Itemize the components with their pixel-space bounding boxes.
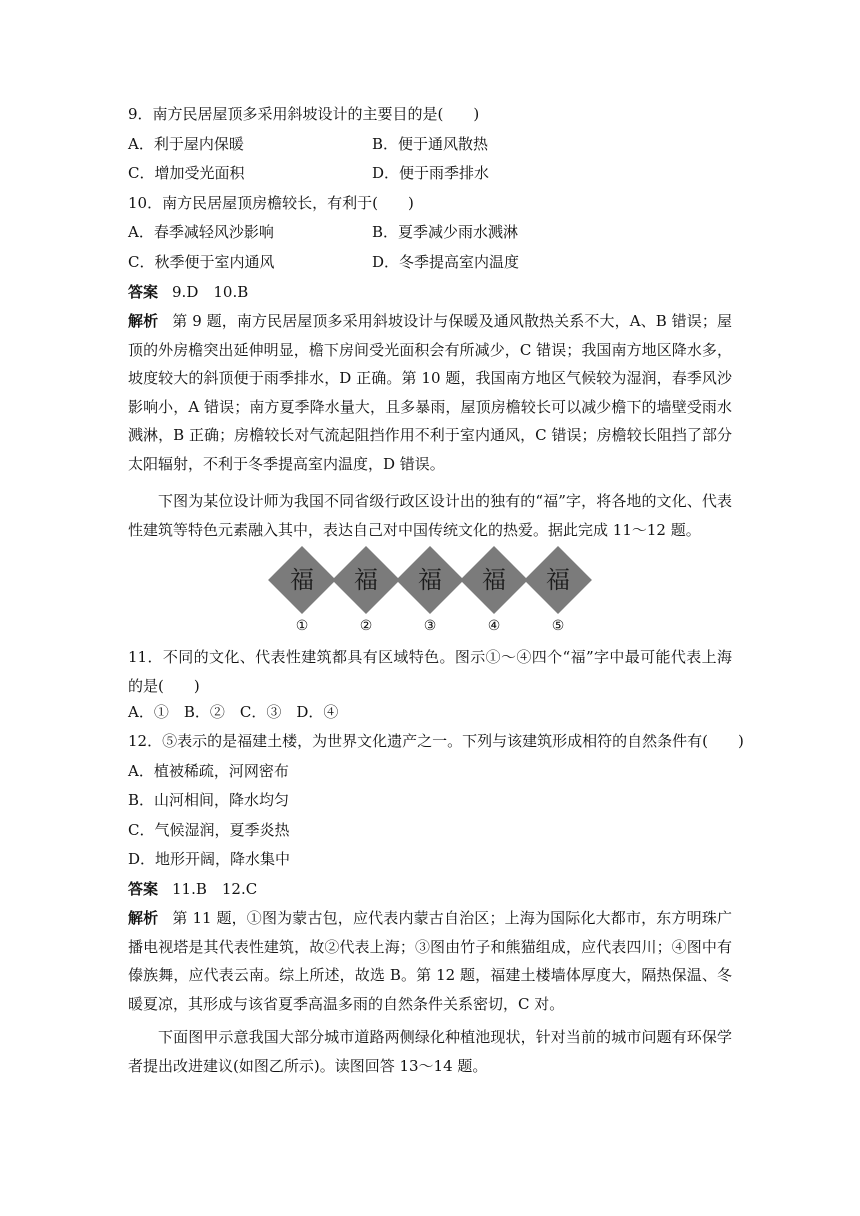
option-a: A．利于屋内保暖 — [128, 135, 244, 153]
question-10-stem: 10．南方民居屋顶房檐较长，有利于( ) — [128, 194, 414, 212]
fu-character-figure — [268, 546, 590, 636]
option-c: C．增加受光面积 — [128, 164, 245, 182]
answer-text: 9.D 10.B — [172, 283, 249, 301]
analysis-9-10 — [128, 307, 732, 478]
question-10-options-row2 — [128, 252, 520, 272]
fu-glyph-icon: 福 — [482, 566, 506, 594]
fu-glyph-icon: 福 — [290, 566, 314, 594]
analysis-text: 第 11 题，①图为蒙古包，应代表内蒙古自治区；上海为国际化大都市，东方明珠广播电视塔是其代表性建筑，故②代表上海；③图由竹子和熊猫组成，应代表四川；④图中有傣族舞，应代表云南。综上所述，故选 B。第 12 题，福建土楼墙体厚度大，隔热保温、冬暖夏凉，其形成与该省夏季高温多雨的自然条件关系密切，C 对。 — [128, 909, 732, 1013]
fu-design-1 — [268, 546, 336, 614]
answer-text: 11.B 12.C — [172, 880, 258, 898]
question-11-stem: 11．不同的文化、代表性建筑都具有区域特色。图示①～④四个“福”字中最可能代表上海的是( ) — [128, 648, 732, 695]
fu-glyph-icon: 福 — [418, 566, 442, 594]
analysis-label: 解析 — [128, 909, 159, 927]
figure-label-2: ② — [359, 618, 373, 634]
intro-13-14: 下面图甲示意我国大部分城市道路两侧绿化种植池现状，针对当前的城市问题有环保学者提出改进建议(如图乙所示)。读图回答 13～14 题。 — [128, 1028, 732, 1075]
option-d: D．冬季提高室内温度 — [372, 253, 520, 271]
fu-design-4 — [460, 546, 528, 614]
option-a: A．春季减轻风沙影响 — [128, 223, 274, 241]
question-9-stem: 9．南方民居屋顶多采用斜坡设计的主要目的是( ) — [128, 105, 480, 123]
option-c: C．气候湿润，夏季炎热 — [128, 821, 290, 839]
fu-design-5 — [524, 546, 592, 614]
option-a: A．植被稀疏，河网密布 — [128, 762, 289, 780]
fu-design-3 — [396, 546, 464, 614]
question-9-options-row2 — [128, 163, 490, 183]
answer-label: 答案 — [128, 283, 159, 301]
option-c: C．秋季便于室内通风 — [128, 253, 275, 271]
option-b: B．山河相间，降水均匀 — [128, 791, 290, 809]
analysis-label: 解析 — [128, 312, 159, 330]
option-b: B．夏季减少雨水溅淋 — [372, 223, 519, 241]
fu-design-2 — [332, 546, 400, 614]
intro-11-12: 下图为某位设计师为我国不同省级行政区设计出的独有的“福”字，将各地的文化、代表性建筑等特色元素融入其中，表达自己对中国传统文化的热爱。据此完成 11～12 题。 — [128, 492, 732, 539]
analysis-text: 第 9 题，南方民居屋顶多采用斜坡设计与保暖及通风散热关系不大，A、B 错误；屋顶的外房檐突出延伸明显，檐下房间受光面积会有所减少，C 错误；我国南方地区降水多，坡度较大的斜顶便于雨季排水，D 正确。第 10 题，我国南方地区气候较为湿润，春季风沙影响小，A 错误；南方夏季降水量大，且多暴雨，屋顶房檐较长可以减少檐下的墙壁受雨水溅淋，B 正确；房檐较长对气流起阻挡作用不利于室内通风，C 错误；房檐较长阻挡了部分太阳辐射，不利于冬季提高室内温度，D 错误。 — [128, 312, 732, 473]
figure-label-5: ⑤ — [551, 618, 565, 634]
question-11-options: A．① B．② C．③ D．④ — [128, 703, 339, 721]
question-9-options-row1 — [128, 134, 489, 154]
option-d: D．地形开阔，降水集中 — [128, 850, 291, 868]
analysis-11-12 — [128, 904, 732, 1018]
option-d: D．便于雨季排水 — [372, 164, 490, 182]
question-10-options-row1 — [128, 222, 519, 242]
figure-label-4: ④ — [487, 618, 501, 634]
question-12-stem: 12．⑤表示的是福建土楼，为世界文化遗产之一。下列与该建筑形成相符的自然条件有( ) — [128, 732, 744, 750]
fu-glyph-icon: 福 — [354, 566, 378, 594]
figure-label-1: ① — [295, 618, 309, 634]
option-b: B．便于通风散热 — [372, 135, 489, 153]
answer-11-12 — [128, 879, 257, 899]
answer-label: 答案 — [128, 880, 159, 898]
answer-9-10 — [128, 282, 248, 302]
figure-label-3: ③ — [423, 618, 437, 634]
fu-glyph-icon: 福 — [546, 566, 570, 594]
